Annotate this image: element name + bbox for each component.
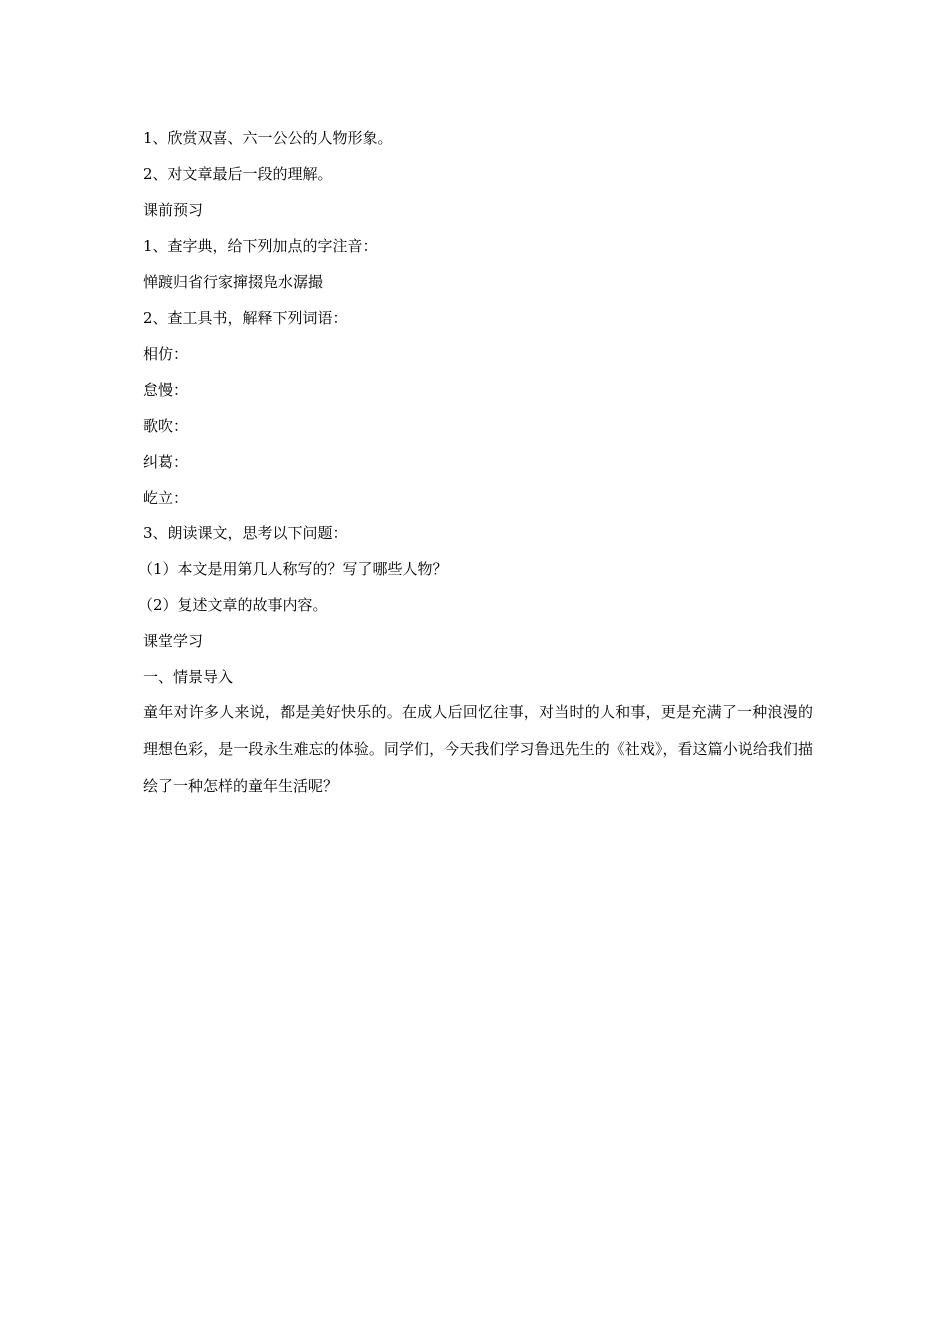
objective-1: 1、欣赏双喜、六一公公的人物形象。 <box>143 129 393 147</box>
question-2: （2）复述文章的故事内容。 <box>138 596 328 614</box>
intro-paragraph: 童年对许多人来说，都是美好快乐的。在成人后回忆往事，对当时的人和事，更是充满了一种浪漫的理想色彩，是一段永生难忘的体验。同学们，今天我们学习鲁迅先生的《社戏》，看这篇小说给我们描绘了一种怎样的童年生活呢？ <box>143 703 813 795</box>
vocabulary-item: 相仿： <box>143 345 189 363</box>
preview-task-1: 1、查字典，给下列加点的字注音： <box>143 237 378 255</box>
class-heading: 课堂学习 <box>143 632 204 650</box>
preview-task-1-chars: 惮踱归省行家撺掇凫水潺撮 <box>143 273 324 291</box>
vocabulary-item: 屹立： <box>143 489 189 507</box>
question-1: （1）本文是用第几人称写的？写了哪些人物？ <box>138 560 448 578</box>
vocabulary-item: 纠葛： <box>143 453 189 471</box>
vocabulary-item: 怠慢： <box>143 381 189 399</box>
preview-task-2: 2、查工具书，解释下列词语： <box>143 309 348 327</box>
preview-task-3: 3、朗读课文，思考以下问题： <box>143 524 348 542</box>
section-1-heading: 一、情景导入 <box>143 668 234 686</box>
vocabulary-item: 歌吹： <box>143 417 189 435</box>
objective-2: 2、对文章最后一段的理解。 <box>143 165 333 183</box>
preview-heading: 课前预习 <box>143 201 204 219</box>
